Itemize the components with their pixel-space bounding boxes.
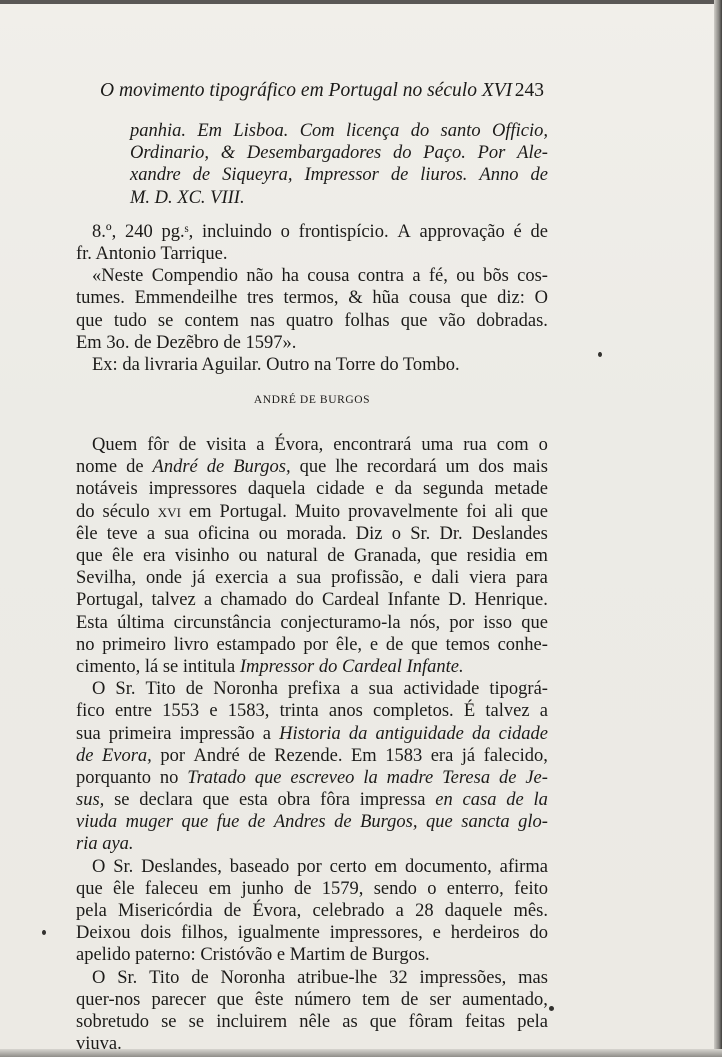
description-block: [76, 221, 548, 376]
citation-line: xandre de Siqueyra, Impressor de liuros. Anno de: [130, 165, 548, 186]
citation-line: M. D. XC. VIII.: [130, 187, 245, 208]
text-line: viuva.: [76, 1034, 122, 1055]
text-line: no primeiro livro estampado por êle, e de que temos conhe-: [76, 634, 548, 655]
text-line: notáveis impressores daquela cidade e da segunda metade: [76, 479, 548, 500]
text-line: O Sr. Tito de Noronha atribue-lhe 32 impressões, mas: [92, 967, 548, 988]
running-title: O movimento tipográfico em Portugal no século XVI: [100, 80, 513, 101]
citation-line: panhia. Em Lisboa. Com licença do santo Officio,: [130, 121, 548, 141]
text-line: nome de André de Burgos, que lhe recordará um dos mais: [76, 457, 548, 478]
text-line: que êle era visinho ou natural de Granada, que residia em: [76, 546, 548, 566]
text-line: sus, se declara que esta obra fôra impressa en casa de la: [76, 790, 548, 811]
text-line: de Evora, por André de Rezende. Em 1583 era já falecido,: [76, 745, 548, 766]
citation-line: Ordinario, & Desembargadores do Paço. Por Ale-: [130, 143, 548, 164]
page-body: [76, 120, 548, 1055]
text-line: quer-nos parecer que êste número tem de ser aumentado,: [76, 989, 548, 1010]
text-line: êle teve a sua oficina ou morada. Diz o Sr. Dr. Deslandes: [76, 523, 548, 544]
ink-speck: [598, 352, 602, 357]
text-line: Esta última circunstância conjecturamo-la nós, por isso que: [76, 612, 548, 633]
text-line: sobretudo se se incluirem nêle as que fôram feitas pela: [76, 1011, 548, 1032]
ink-speck: [549, 1006, 554, 1011]
text-line: tumes. Emmendeilhe tres termos, & hũa cousa que diz: O: [76, 288, 548, 309]
text-line: que tudo se contem nas quatro folhas que vão dobradas.: [76, 310, 548, 331]
text-line: fr. Antonio Tarrique.: [76, 243, 228, 264]
text-line: O Sr. Deslandes, baseado por certo em documento, afirma: [92, 856, 548, 877]
text-line: que êle faleceu em junho de 1579, sendo o enterro, feito: [76, 878, 548, 899]
text-line: Deixou dois filhos, igualmente impressores, e herdeiros do: [76, 923, 548, 944]
ink-speck: [42, 930, 46, 935]
text-line: ria aya.: [76, 834, 134, 855]
text-line: do século xvi em Portugal. Muito provavelmente foi ali que: [76, 501, 548, 522]
text-line: Em 3o. de Dezẽbro de 1597».: [76, 332, 297, 353]
text-line: Ex: da livraria Aguilar. Outro na Torre do Tombo.: [92, 354, 460, 375]
text-line: 8.º, 240 pg.ˢ, incluindo o frontispício. A approvação é de: [92, 221, 548, 242]
text-line: Portugal, talvez a chamado do Cardeal Infante D. Henrique.: [76, 590, 548, 611]
text-line: «Neste Compendio não ha cousa contra a fé, ou bõs cos-: [92, 266, 548, 287]
running-header: [100, 80, 544, 102]
page-edge-right: [714, 0, 722, 1057]
citation-block: [76, 120, 548, 209]
page-number: 243: [514, 80, 544, 101]
text-line: fico entre 1553 e 1583, trinta anos completos. É talvez a: [76, 701, 548, 722]
text-line: viuda muger que fue de Andres de Burgos, que sancta glo-: [76, 812, 548, 833]
text-line: apelido paterno: Cristóvão e Martim de Burgos.: [76, 945, 430, 966]
text-line: porquanto no Tratado que escreveo la madre Teresa de Je-: [76, 767, 548, 788]
text-line: sua primeira impressão a Historia da antiguidade da cidade: [76, 723, 548, 744]
text-line: Sevilha, onde já exercia a sua profissão, e dali viera para: [76, 568, 548, 589]
page-edge-top: [0, 0, 722, 4]
text-line: Quem fôr de visita a Évora, encontrará uma rua com o: [92, 435, 548, 456]
section-text: [76, 434, 548, 1055]
text-line: cimento, lá se intitula Impressor do Cardeal Infante.: [76, 656, 464, 677]
text-line: O Sr. Tito de Noronha prefixa a sua actividade tipográ-: [92, 679, 548, 700]
text-line: pela Misericórdia de Évora, celebrado a 28 daquele mês.: [76, 901, 548, 921]
section-title: ANDRÉ DE BURGOS: [253, 394, 371, 407]
